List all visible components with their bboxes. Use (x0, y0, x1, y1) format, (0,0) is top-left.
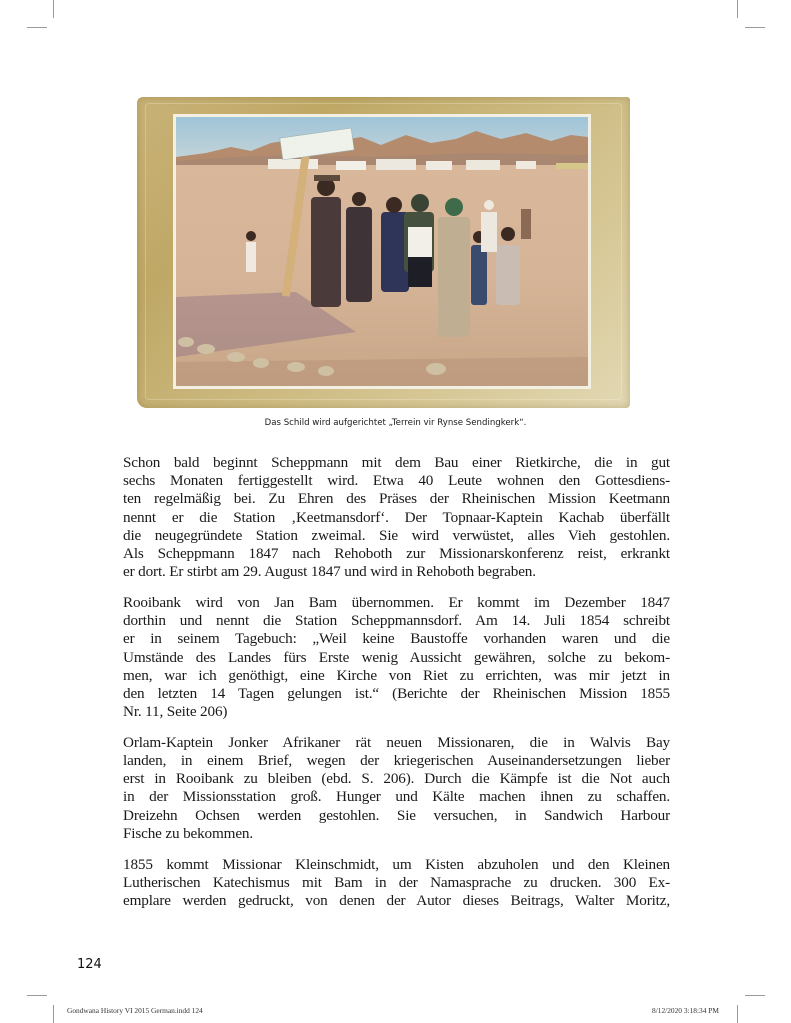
crop-mark-bottom-right-vertical (737, 1005, 738, 1023)
paragraph (123, 856, 670, 911)
photograph-illustration (176, 117, 588, 386)
text-line: er in seinem Tagebuch: „Weil keine Baustoffe vorhanden waren und die (123, 630, 670, 648)
crop-mark-bottom-left-vertical (53, 1005, 54, 1023)
crop-mark-top-right-horizontal (745, 27, 765, 28)
text-line: Dreizehn Ochsen werden gestohlen. Sie versuchen, in Sandwich Harbour (123, 806, 670, 824)
text-line: landen, in einem Brief, wegen der kriegerischen Auseinandersetzungen lieber (123, 752, 670, 770)
print-slug-filename: Gondwana History VI 2015 German.indd 124 (67, 1006, 203, 1015)
text-line: Als Scheppmann 1847 nach Rehoboth zur Missionarskonferenz reist, erkrankt (123, 545, 670, 563)
text-line: Nr. 11, Seite 206) (123, 703, 228, 721)
paragraph (123, 594, 670, 721)
crop-mark-top-left-horizontal (27, 27, 47, 28)
crop-mark-bottom-left-horizontal (27, 995, 47, 996)
figure-caption: Das Schild wird aufgerichtet „Terrein vir Rynse Sendingkerk“. (264, 418, 527, 428)
crop-mark-top-left-vertical (53, 0, 54, 18)
text-line: Orlam-Kaptein Jonker Afrikaner rät neuen Missionaren, die in Walvis Bay (123, 733, 670, 751)
text-line: den letzten 14 Tagen gelungen ist.“ (Berichte der Rheinischen Mission 1855 (123, 684, 670, 702)
paragraph (123, 734, 670, 843)
text-line: nennt er die Station ‚Keetmansdorf‘. Der Topnaar-Kaptein Kachab überfällt (123, 508, 670, 526)
print-slug-timestamp: 8/12/2020 3:18:34 PM (652, 1006, 719, 1015)
text-line: men, war ich genöthigt, eine Kirche von Riet zu errichten, was mir jetzt in (123, 666, 670, 684)
text-line: emplare werden gedruckt, von denen der Autor dieses Beitrags, Walter Moritz, (123, 891, 670, 909)
text-line: in der Missionsstation groß. Hunger und Kälte machen ihnen zu schaffen. (123, 788, 670, 806)
text-line: er dort. Er stirbt am 29. August 1847 und wird in Rehoboth begraben. (123, 563, 536, 581)
text-line: erst in Rooibank zu bleiben (ebd. S. 206). Durch die Kämpfe ist die Not auch (123, 770, 670, 788)
text-line: dorthin und nennt die Station Scheppmannsdorf. Am 14. Juli 1854 schreibt (123, 612, 670, 630)
text-line: die neugegründete Station zweimal. Sie wird verwüstet, alles Vieh gestohlen. (123, 526, 670, 544)
text-line: Schon bald beginnt Scheppmann mit dem Bau einer Rietkirche, die in gut (123, 454, 670, 471)
text-line: 1855 kommt Missionar Kleinschmidt, um Kisten abzuholen und den Kleinen (123, 855, 670, 873)
text-line: ten regelmäßig bei. Zu Ehren des Präses der Rheinischen Mission Keetmann (123, 490, 670, 508)
photograph (176, 117, 588, 386)
text-line: Rooibank wird von Jan Bam übernommen. Er kommt im Dezember 1847 (123, 593, 670, 611)
text-line: Lutherischen Katechismus mit Bam in der Namasprache zu drucken. 300 Ex- (123, 873, 670, 891)
text-line: Umstände des Landes fürs Erste wenig Aussicht gewähren, solche zu bekom- (123, 648, 670, 666)
paragraph (123, 454, 670, 581)
page-number: 124 (77, 957, 102, 972)
text-line: Fische zu bekommen. (123, 824, 254, 842)
text-line: sechs Monaten fertiggestellt wird. Etwa 40 Leute wohnen den Gottesdiens- (123, 472, 670, 490)
crop-mark-bottom-right-horizontal (745, 995, 765, 996)
article-body (123, 454, 670, 923)
crop-mark-top-right-vertical (737, 0, 738, 18)
